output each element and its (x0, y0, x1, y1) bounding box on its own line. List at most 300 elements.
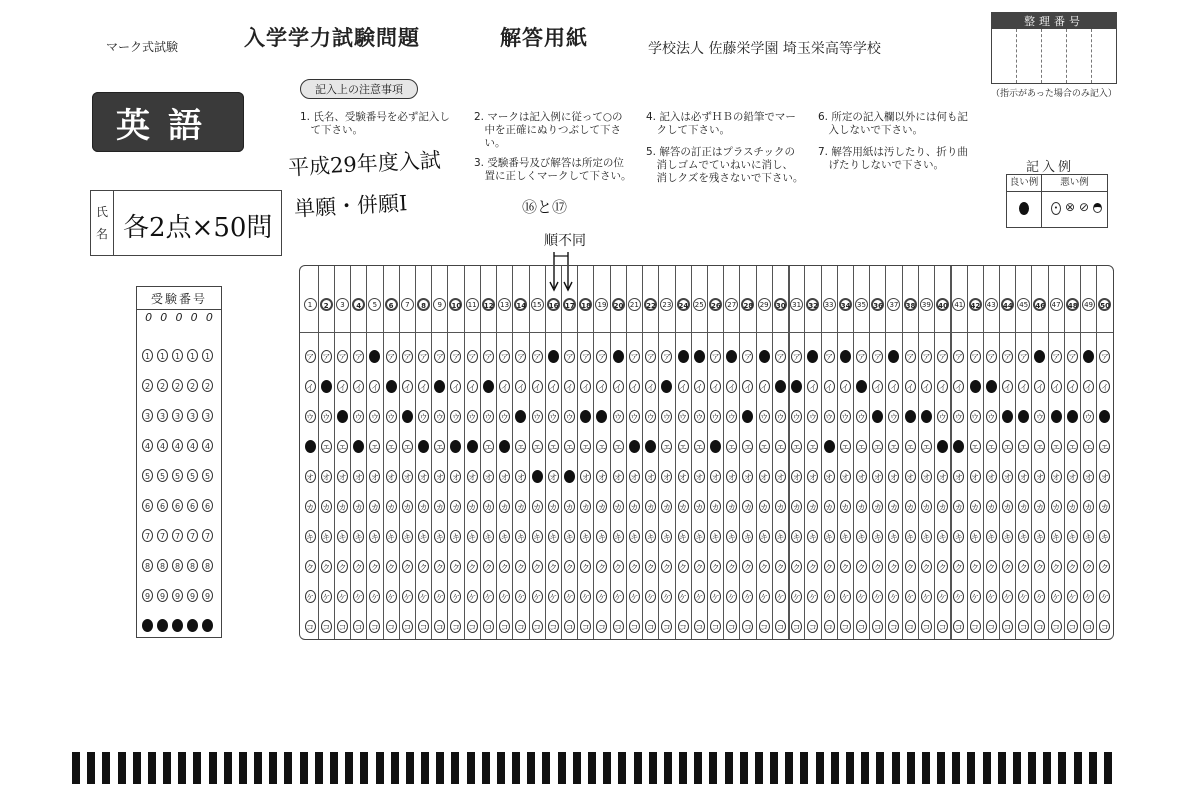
answer-bubble[interactable]: キ (759, 530, 770, 543)
answer-bubble[interactable]: イ (321, 380, 332, 393)
answer-bubble[interactable]: ク (742, 560, 753, 573)
answer-bubble[interactable]: コ (645, 620, 656, 633)
answer-bubble[interactable]: オ (791, 470, 802, 483)
answer-bubble[interactable]: ク (483, 560, 494, 573)
answer-bubble[interactable]: ウ (953, 410, 964, 423)
answer-bubble[interactable]: ケ (824, 590, 835, 603)
answer-bubble[interactable]: オ (596, 470, 607, 483)
answer-bubble[interactable]: キ (548, 530, 559, 543)
answer-bubble[interactable]: キ (613, 530, 624, 543)
answer-bubble[interactable]: カ (613, 500, 624, 513)
answer-bubble[interactable]: イ (775, 380, 786, 393)
answer-bubble[interactable]: エ (613, 440, 624, 453)
answer-bubble[interactable]: イ (726, 380, 737, 393)
answer-bubble[interactable]: エ (467, 440, 478, 453)
answer-bubble[interactable]: ア (418, 350, 429, 363)
exam-id-bubble[interactable]: 2 (142, 379, 153, 392)
name-field[interactable] (90, 190, 282, 256)
answer-bubble[interactable]: イ (532, 380, 543, 393)
answer-bubble[interactable]: オ (905, 470, 916, 483)
answer-bubble[interactable]: ウ (337, 410, 348, 423)
answer-bubble[interactable]: イ (402, 380, 413, 393)
answer-bubble[interactable]: ケ (726, 590, 737, 603)
answer-bubble[interactable]: エ (321, 440, 332, 453)
answer-bubble[interactable]: イ (467, 380, 478, 393)
answer-bubble[interactable]: キ (694, 530, 705, 543)
exam-id-bubble[interactable]: 3 (172, 409, 183, 422)
answer-bubble[interactable]: ケ (596, 590, 607, 603)
answer-bubble[interactable]: イ (629, 380, 640, 393)
answer-bubble[interactable]: イ (872, 380, 883, 393)
answer-bubble[interactable]: キ (791, 530, 802, 543)
answer-bubble[interactable]: コ (791, 620, 802, 633)
answer-bubble[interactable]: ケ (807, 590, 818, 603)
answer-bubble[interactable]: コ (953, 620, 964, 633)
answer-bubble[interactable]: イ (353, 380, 364, 393)
answer-bubble[interactable]: カ (742, 500, 753, 513)
answer-bubble[interactable]: カ (1067, 500, 1078, 513)
answer-bubble[interactable]: ウ (970, 410, 981, 423)
exam-id-bubble[interactable]: 7 (172, 529, 183, 542)
exam-id-bubble[interactable]: 6 (142, 499, 153, 512)
answer-bubble[interactable]: コ (580, 620, 591, 633)
answer-bubble[interactable]: ウ (1067, 410, 1078, 423)
answer-bubble[interactable]: コ (1067, 620, 1078, 633)
answer-bubble[interactable]: キ (937, 530, 948, 543)
answer-bubble[interactable]: キ (353, 530, 364, 543)
answer-bubble[interactable]: イ (386, 380, 397, 393)
answer-bubble[interactable]: オ (548, 470, 559, 483)
answer-bubble[interactable]: カ (418, 500, 429, 513)
answer-bubble[interactable]: オ (759, 470, 770, 483)
answer-bubble[interactable]: イ (678, 380, 689, 393)
answer-bubble[interactable]: エ (402, 440, 413, 453)
answer-bubble[interactable]: カ (337, 500, 348, 513)
answer-bubble[interactable]: ク (759, 560, 770, 573)
exam-id-bubble[interactable]: 4 (157, 439, 168, 452)
answer-bubble[interactable]: カ (1051, 500, 1062, 513)
answer-bubble[interactable]: イ (645, 380, 656, 393)
answer-bubble[interactable]: ケ (872, 590, 883, 603)
answer-bubble[interactable]: コ (905, 620, 916, 633)
answer-bubble[interactable]: エ (710, 440, 721, 453)
answer-bubble[interactable]: コ (759, 620, 770, 633)
answer-bubble[interactable]: コ (369, 620, 380, 633)
answer-bubble[interactable]: ア (694, 350, 705, 363)
answer-bubble[interactable]: ケ (1018, 590, 1029, 603)
answer-bubble[interactable]: エ (450, 440, 461, 453)
answer-bubble[interactable]: キ (807, 530, 818, 543)
answer-bubble[interactable]: ア (661, 350, 672, 363)
answer-bubble[interactable]: イ (548, 380, 559, 393)
answer-bubble[interactable]: オ (450, 470, 461, 483)
answer-bubble[interactable]: オ (872, 470, 883, 483)
answer-bubble[interactable]: コ (970, 620, 981, 633)
answer-bubble[interactable]: エ (970, 440, 981, 453)
answer-bubble[interactable]: エ (532, 440, 543, 453)
answer-bubble[interactable]: ク (1067, 560, 1078, 573)
answer-bubble[interactable]: ケ (629, 590, 640, 603)
answer-bubble[interactable]: カ (321, 500, 332, 513)
exam-id-bubble[interactable]: 2 (172, 379, 183, 392)
answer-bubble[interactable]: カ (791, 500, 802, 513)
exam-id-bubble[interactable]: 5 (187, 469, 198, 482)
answer-bubble[interactable]: ア (678, 350, 689, 363)
answer-bubble[interactable]: キ (1083, 530, 1094, 543)
answer-bubble[interactable]: イ (1002, 380, 1013, 393)
exam-id-bubble[interactable]: 3 (142, 409, 153, 422)
answer-bubble[interactable]: オ (807, 470, 818, 483)
answer-bubble[interactable]: カ (807, 500, 818, 513)
answer-bubble[interactable]: ク (678, 560, 689, 573)
answer-bubble[interactable]: ケ (434, 590, 445, 603)
answer-bubble[interactable]: ウ (645, 410, 656, 423)
answer-bubble[interactable]: カ (953, 500, 964, 513)
answer-bubble[interactable]: ウ (775, 410, 786, 423)
answer-bubble[interactable]: キ (775, 530, 786, 543)
answer-bubble[interactable]: ア (888, 350, 899, 363)
answer-bubble[interactable]: コ (548, 620, 559, 633)
answer-bubble[interactable]: ウ (726, 410, 737, 423)
answer-bubble[interactable]: コ (921, 620, 932, 633)
answer-bubble[interactable]: イ (613, 380, 624, 393)
exam-id-bubble[interactable]: 6 (187, 499, 198, 512)
answer-bubble[interactable]: コ (337, 620, 348, 633)
answer-bubble[interactable]: カ (970, 500, 981, 513)
answer-bubble[interactable]: ク (1051, 560, 1062, 573)
answer-bubble[interactable]: ク (450, 560, 461, 573)
exam-id-bubble[interactable]: 9 (187, 589, 198, 602)
answer-bubble[interactable]: コ (596, 620, 607, 633)
answer-bubble[interactable]: ク (596, 560, 607, 573)
answer-bubble[interactable]: イ (434, 380, 445, 393)
answer-bubble[interactable]: ウ (1034, 410, 1045, 423)
exam-id-bubble[interactable]: 0 (157, 619, 168, 632)
answer-bubble[interactable]: オ (532, 470, 543, 483)
answer-bubble[interactable]: ア (548, 350, 559, 363)
answer-bubble[interactable]: オ (742, 470, 753, 483)
exam-id-bubble[interactable]: 3 (187, 409, 198, 422)
answer-bubble[interactable]: ア (1034, 350, 1045, 363)
answer-bubble[interactable]: ク (580, 560, 591, 573)
answer-bubble[interactable]: キ (970, 530, 981, 543)
answer-bubble[interactable]: コ (613, 620, 624, 633)
answer-bubble[interactable]: ク (953, 560, 964, 573)
answer-bubble[interactable]: ケ (840, 590, 851, 603)
answer-bubble[interactable]: ケ (467, 590, 478, 603)
answer-bubble[interactable]: ウ (888, 410, 899, 423)
answer-bubble[interactable]: エ (661, 440, 672, 453)
answer-bubble[interactable]: オ (888, 470, 899, 483)
answer-bubble[interactable]: ア (337, 350, 348, 363)
answer-bubble[interactable]: イ (450, 380, 461, 393)
answer-bubble[interactable]: キ (305, 530, 316, 543)
answer-bubble[interactable]: コ (742, 620, 753, 633)
answer-bubble[interactable]: イ (483, 380, 494, 393)
exam-id-bubble[interactable]: 4 (202, 439, 213, 452)
answer-bubble[interactable]: コ (434, 620, 445, 633)
answer-bubble[interactable]: オ (321, 470, 332, 483)
answer-bubble[interactable]: カ (759, 500, 770, 513)
answer-bubble[interactable]: キ (629, 530, 640, 543)
answer-bubble[interactable]: イ (580, 380, 591, 393)
answer-bubble[interactable]: オ (661, 470, 672, 483)
answer-bubble[interactable]: ケ (678, 590, 689, 603)
answer-bubble[interactable]: ウ (710, 410, 721, 423)
answer-bubble[interactable]: ア (483, 350, 494, 363)
answer-bubble[interactable]: ケ (742, 590, 753, 603)
exam-id-bubble[interactable]: 0 (172, 619, 183, 632)
answer-bubble[interactable]: コ (807, 620, 818, 633)
answer-bubble[interactable]: ア (305, 350, 316, 363)
answer-bubble[interactable]: イ (710, 380, 721, 393)
answer-bubble[interactable]: カ (986, 500, 997, 513)
answer-bubble[interactable]: イ (824, 380, 835, 393)
answer-bubble[interactable]: コ (564, 620, 575, 633)
answer-bubble[interactable]: イ (759, 380, 770, 393)
answer-bubble[interactable]: ア (1051, 350, 1062, 363)
answer-bubble[interactable]: キ (872, 530, 883, 543)
answer-bubble[interactable]: エ (1018, 440, 1029, 453)
answer-bubble[interactable]: ウ (694, 410, 705, 423)
answer-bubble[interactable]: ク (1034, 560, 1045, 573)
answer-bubble[interactable]: ケ (564, 590, 575, 603)
answer-bubble[interactable]: ク (1083, 560, 1094, 573)
answer-bubble[interactable]: オ (337, 470, 348, 483)
answer-bubble[interactable]: コ (726, 620, 737, 633)
answer-bubble[interactable]: ク (305, 560, 316, 573)
answer-bubble[interactable]: ク (369, 560, 380, 573)
answer-bubble[interactable]: ア (905, 350, 916, 363)
answer-bubble[interactable]: ケ (532, 590, 543, 603)
exam-id-bubble[interactable]: 4 (142, 439, 153, 452)
answer-bubble[interactable]: ウ (1083, 410, 1094, 423)
answer-bubble[interactable]: ウ (742, 410, 753, 423)
answer-bubble[interactable]: カ (483, 500, 494, 513)
answer-bubble[interactable]: オ (1067, 470, 1078, 483)
answer-bubble[interactable]: イ (418, 380, 429, 393)
answer-bubble[interactable]: ク (321, 560, 332, 573)
answer-bubble[interactable]: ア (824, 350, 835, 363)
answer-bubble[interactable]: オ (515, 470, 526, 483)
answer-bubble[interactable]: コ (1002, 620, 1013, 633)
answer-bubble[interactable]: ケ (759, 590, 770, 603)
answer-bubble[interactable]: オ (986, 470, 997, 483)
answer-bubble[interactable]: ウ (661, 410, 672, 423)
answer-bubble[interactable]: ケ (953, 590, 964, 603)
answer-bubble[interactable]: カ (678, 500, 689, 513)
answer-bubble[interactable]: ケ (1067, 590, 1078, 603)
answer-bubble[interactable]: エ (807, 440, 818, 453)
answer-bubble[interactable]: ウ (1018, 410, 1029, 423)
answer-bubble[interactable]: キ (986, 530, 997, 543)
answer-bubble[interactable]: キ (515, 530, 526, 543)
answer-bubble[interactable]: ウ (856, 410, 867, 423)
answer-bubble[interactable]: ウ (937, 410, 948, 423)
answer-bubble[interactable]: ク (986, 560, 997, 573)
answer-bubble[interactable]: イ (1051, 380, 1062, 393)
answer-bubble[interactable]: カ (564, 500, 575, 513)
answer-bubble[interactable]: カ (921, 500, 932, 513)
answer-bubble[interactable]: コ (321, 620, 332, 633)
answer-bubble[interactable]: エ (353, 440, 364, 453)
answer-bubble[interactable]: キ (337, 530, 348, 543)
answer-bubble[interactable]: ク (710, 560, 721, 573)
answer-bubble[interactable]: オ (369, 470, 380, 483)
answer-bubble[interactable]: キ (921, 530, 932, 543)
answer-bubble[interactable]: エ (824, 440, 835, 453)
answer-bubble[interactable]: イ (694, 380, 705, 393)
answer-bubble[interactable]: エ (564, 440, 575, 453)
exam-id-bubble[interactable]: 7 (142, 529, 153, 542)
seiri-number-box[interactable] (991, 12, 1117, 84)
exam-id-bubble[interactable]: 6 (172, 499, 183, 512)
answer-bubble[interactable]: ウ (1051, 410, 1062, 423)
answer-bubble[interactable]: ウ (305, 410, 316, 423)
answer-bubble[interactable]: エ (986, 440, 997, 453)
answer-bubble[interactable]: イ (791, 380, 802, 393)
answer-bubble[interactable]: ケ (305, 590, 316, 603)
answer-bubble[interactable]: ア (921, 350, 932, 363)
answer-bubble[interactable]: ケ (386, 590, 397, 603)
answer-bubble[interactable]: キ (580, 530, 591, 543)
exam-id-bubble[interactable]: 8 (187, 559, 198, 572)
exam-id-bubble[interactable]: 1 (157, 349, 168, 362)
answer-bubble[interactable]: コ (840, 620, 851, 633)
exam-id-bubble[interactable]: 2 (157, 379, 168, 392)
answer-bubble[interactable]: キ (1067, 530, 1078, 543)
answer-bubble[interactable]: ウ (872, 410, 883, 423)
exam-id-bubble[interactable]: 1 (142, 349, 153, 362)
answer-bubble[interactable]: コ (775, 620, 786, 633)
answer-bubble[interactable]: ク (515, 560, 526, 573)
answer-bubble[interactable]: ク (888, 560, 899, 573)
answer-bubble[interactable]: ア (840, 350, 851, 363)
answer-bubble[interactable]: ア (791, 350, 802, 363)
answer-bubble[interactable]: コ (710, 620, 721, 633)
answer-bubble[interactable]: ウ (840, 410, 851, 423)
exam-id-bubble[interactable]: 7 (187, 529, 198, 542)
answer-bubble[interactable]: エ (1083, 440, 1094, 453)
answer-bubble[interactable]: カ (905, 500, 916, 513)
answer-bubble[interactable]: ウ (321, 410, 332, 423)
answer-bubble[interactable]: エ (629, 440, 640, 453)
answer-bubble[interactable]: オ (483, 470, 494, 483)
answer-bubble[interactable]: ウ (369, 410, 380, 423)
answer-bubble[interactable]: ケ (1051, 590, 1062, 603)
exam-id-bubble[interactable]: 5 (202, 469, 213, 482)
exam-id-bubble[interactable]: 3 (202, 409, 213, 422)
answer-bubble[interactable]: オ (726, 470, 737, 483)
answer-bubble[interactable]: ア (499, 350, 510, 363)
answer-bubble[interactable]: イ (564, 380, 575, 393)
answer-bubble[interactable]: キ (824, 530, 835, 543)
answer-bubble[interactable]: キ (467, 530, 478, 543)
exam-id-bubble[interactable]: 4 (187, 439, 198, 452)
answer-bubble[interactable]: コ (467, 620, 478, 633)
answer-bubble[interactable]: オ (840, 470, 851, 483)
answer-bubble[interactable]: イ (986, 380, 997, 393)
answer-bubble[interactable]: イ (305, 380, 316, 393)
answer-bubble[interactable]: オ (353, 470, 364, 483)
answer-bubble[interactable]: エ (548, 440, 559, 453)
answer-bubble[interactable]: ア (726, 350, 737, 363)
answer-bubble[interactable]: ク (905, 560, 916, 573)
answer-bubble[interactable]: オ (580, 470, 591, 483)
answer-bubble[interactable]: ア (856, 350, 867, 363)
answer-bubble[interactable]: イ (337, 380, 348, 393)
answer-bubble[interactable]: コ (1083, 620, 1094, 633)
answer-bubble[interactable]: オ (434, 470, 445, 483)
exam-id-bubble[interactable]: 5 (142, 469, 153, 482)
answer-bubble[interactable]: オ (402, 470, 413, 483)
answer-bubble[interactable]: キ (434, 530, 445, 543)
answer-bubble[interactable]: ア (953, 350, 964, 363)
answer-bubble[interactable]: ウ (386, 410, 397, 423)
answer-bubble[interactable]: コ (888, 620, 899, 633)
answer-bubble[interactable]: ウ (580, 410, 591, 423)
answer-bubble[interactable]: カ (434, 500, 445, 513)
answer-bubble[interactable]: ケ (694, 590, 705, 603)
answer-bubble[interactable]: コ (986, 620, 997, 633)
answer-bubble[interactable]: ア (807, 350, 818, 363)
answer-bubble[interactable]: ア (450, 350, 461, 363)
answer-bubble[interactable]: コ (483, 620, 494, 633)
exam-id-bubble[interactable]: 7 (202, 529, 213, 542)
answer-bubble[interactable]: ウ (905, 410, 916, 423)
answer-bubble[interactable]: ウ (483, 410, 494, 423)
answer-bubble[interactable]: コ (499, 620, 510, 633)
answer-bubble[interactable]: キ (402, 530, 413, 543)
answer-bubble[interactable]: ケ (1083, 590, 1094, 603)
answer-bubble[interactable]: ク (613, 560, 624, 573)
answer-bubble[interactable]: ク (353, 560, 364, 573)
answer-bubble[interactable]: コ (515, 620, 526, 633)
answer-bubble[interactable]: カ (629, 500, 640, 513)
answer-bubble[interactable]: ケ (353, 590, 364, 603)
exam-id-bubble[interactable]: 7 (157, 529, 168, 542)
answer-bubble[interactable]: カ (775, 500, 786, 513)
answer-bubble[interactable]: エ (872, 440, 883, 453)
answer-bubble[interactable]: ク (434, 560, 445, 573)
exam-id-bubble[interactable]: 1 (187, 349, 198, 362)
answer-bubble[interactable]: ケ (548, 590, 559, 603)
answer-bubble[interactable]: エ (678, 440, 689, 453)
answer-bubble[interactable]: エ (905, 440, 916, 453)
answer-bubble[interactable]: イ (1099, 380, 1110, 393)
answer-bubble[interactable]: ケ (321, 590, 332, 603)
answer-bubble[interactable]: キ (661, 530, 672, 543)
answer-bubble[interactable]: ア (613, 350, 624, 363)
answer-bubble[interactable]: ウ (548, 410, 559, 423)
answer-bubble[interactable]: ケ (905, 590, 916, 603)
answer-bubble[interactable]: オ (953, 470, 964, 483)
answer-bubble[interactable]: ク (824, 560, 835, 573)
answer-bubble[interactable]: イ (742, 380, 753, 393)
answer-bubble[interactable]: ア (434, 350, 445, 363)
exam-id-bubble[interactable]: 2 (187, 379, 198, 392)
answer-bubble[interactable]: ア (580, 350, 591, 363)
answer-bubble[interactable]: エ (337, 440, 348, 453)
answer-bubble[interactable]: コ (418, 620, 429, 633)
answer-bubble[interactable]: ウ (791, 410, 802, 423)
answer-bubble[interactable]: ク (661, 560, 672, 573)
answer-bubble[interactable]: オ (678, 470, 689, 483)
answer-bubble[interactable]: カ (694, 500, 705, 513)
answer-bubble[interactable]: エ (1099, 440, 1110, 453)
answer-bubble[interactable]: ク (1002, 560, 1013, 573)
answer-bubble[interactable]: ア (402, 350, 413, 363)
